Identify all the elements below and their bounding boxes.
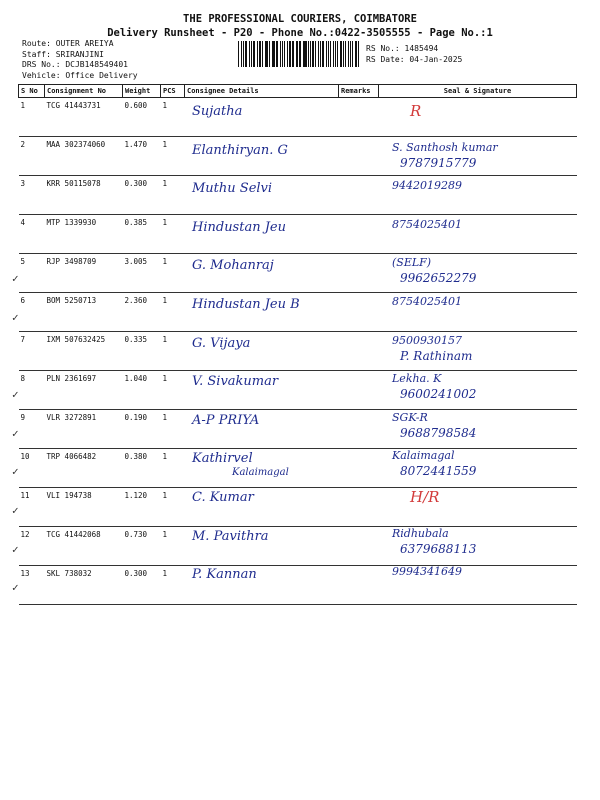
seal-handwriting: 8754025401 (392, 217, 462, 231)
cell-remarks (339, 137, 379, 176)
cell-weight: 0.730 (123, 527, 161, 566)
rs-no: RS No.: 1485494 (366, 44, 439, 53)
cell-seal (379, 98, 577, 137)
table-header (19, 85, 577, 98)
cell-weight: 0.600 (123, 98, 161, 137)
cell-pcs: 1 (161, 332, 185, 371)
cell-sno: 4 (19, 215, 45, 254)
seal-handwriting-2: 9787915779 (400, 155, 477, 170)
runsheet-table (18, 84, 577, 605)
cell-consignment: TCG 41442068 (45, 527, 123, 566)
seal-handwriting: H/R (410, 488, 440, 506)
cell-weight: 0.380 (123, 449, 161, 488)
table-row (19, 410, 577, 449)
runsheet-subtitle: Delivery Runsheet - P20 - Phone No.:0422-3505555 - Page No.:1 (107, 27, 493, 39)
runsheet-title: THE PROFESSIONAL COURIERS, COIMBATORE (183, 13, 417, 25)
check-mark-icon: ✓ (12, 465, 19, 479)
seal-handwriting-2: 9688798584 (400, 425, 477, 440)
barcode-image (238, 41, 360, 67)
cell-weight: 1.120 (123, 488, 161, 527)
seal-handwriting-2: 8072441559 (400, 464, 477, 479)
col-sno: S No (19, 85, 45, 98)
cell-consignment: SKL 738032 (45, 566, 123, 605)
seal-handwriting: (SELF) (392, 256, 432, 270)
cell-remarks (339, 254, 379, 293)
cell-weight: 2.360 (123, 293, 161, 332)
route: Route: OUTER AREIYA (22, 39, 114, 48)
drs-no: DRS No.: DCJB148549401 (22, 60, 128, 69)
cell-pcs: 1 (161, 215, 185, 254)
cell-remarks (339, 215, 379, 254)
cell-weight: 1.040 (123, 371, 161, 410)
table-row (19, 449, 577, 488)
check-mark-icon: ✓ (12, 272, 19, 286)
consignee-handwriting: Sujatha (192, 104, 243, 119)
check-mark-icon: ✓ (12, 542, 19, 556)
cell-sno: 5 (19, 254, 45, 293)
check-mark-icon: ✓ (12, 581, 19, 595)
check-mark-icon: ✓ (12, 504, 19, 517)
cell-sno: 12 (19, 527, 45, 566)
staff: Staff: SRIRANJINI (22, 49, 104, 59)
cell-pcs: 1 (161, 98, 185, 137)
consignee-handwriting: M. Pavithra (192, 528, 269, 544)
cell-weight: 0.335 (123, 332, 161, 371)
seal-handwriting: 8754025401 (392, 295, 462, 308)
seal-handwriting: Lekha. K (392, 372, 442, 386)
check-mark-icon: ✓ (12, 388, 19, 402)
cell-consignment: MTP 1339930 (45, 215, 123, 254)
consignee-handwriting-2: Kalaimagal (232, 467, 289, 479)
cell-weight: 1.470 (123, 137, 161, 176)
cell-consignment: KRR 50115078 (45, 176, 123, 215)
col-consignment: Consignment No (45, 85, 123, 98)
cell-pcs: 1 (161, 488, 185, 527)
table-row (19, 98, 577, 137)
cell-remarks (339, 293, 379, 332)
cell-pcs: 1 (161, 527, 185, 566)
cell-weight: 0.300 (123, 176, 161, 215)
cell-sno: 7 (19, 332, 45, 371)
cell-weight: 3.005 (123, 254, 161, 293)
cell-sno: 8 (19, 371, 45, 410)
seal-handwriting: R (410, 102, 422, 120)
seal-handwriting: 9442019289 (392, 179, 462, 193)
cell-remarks (339, 410, 379, 449)
cell-weight: 0.300 (123, 566, 161, 605)
cell-sno: 9 (19, 410, 45, 449)
table-row (19, 176, 577, 215)
cell-pcs: 1 (161, 449, 185, 488)
cell-remarks (339, 371, 379, 410)
col-weight: Weight (123, 85, 161, 98)
consignee-handwriting: Hindustan Jeu B (192, 297, 300, 312)
cell-sno: 2 (19, 137, 45, 176)
consignee-handwriting: Hindustan Jeu (192, 219, 286, 235)
consignee-handwriting: V. Sivakumar (192, 374, 279, 390)
cell-consignment: VLI 194738 (45, 488, 123, 527)
consignee-handwriting: G. Mohanraj (192, 258, 274, 274)
table-row (19, 566, 577, 605)
cell-pcs: 1 (161, 293, 185, 332)
cell-consignment: VLR 3272891 (45, 410, 123, 449)
seal-handwriting-2: 9962652279 (400, 271, 477, 286)
meta-left (22, 39, 138, 81)
cell-weight: 0.385 (123, 215, 161, 254)
table-row (19, 488, 577, 527)
consignee-handwriting: A-P PRIYA (192, 412, 260, 428)
consignee-handwriting: Muthu Selvi (192, 181, 273, 197)
cell-pcs: 1 (161, 566, 185, 605)
cell-consignment: MAA 302374060 (45, 137, 123, 176)
vehicle: Vehicle: Office Delivery (22, 70, 138, 80)
cell-remarks (339, 176, 379, 215)
cell-consignment: TCG 41443731 (45, 98, 123, 137)
table-row (19, 215, 577, 254)
seal-handwriting: Ridhubala (392, 526, 449, 540)
cell-consignment: RJP 3498709 (45, 254, 123, 293)
cell-sno: 13 (19, 566, 45, 605)
cell-sno: 11 (19, 488, 45, 527)
seal-handwriting: S. Santhosh kumar (392, 140, 498, 154)
col-consignee: Consignee Details (185, 85, 339, 98)
cell-consignment: TRP 4066482 (45, 449, 123, 488)
rs-date: RS Date: 04-Jan-2025 (366, 54, 463, 64)
seal-handwriting: 9500930157 (392, 333, 462, 347)
cell-pcs: 1 (161, 371, 185, 410)
cell-pcs: 1 (161, 176, 185, 215)
cell-consignment: PLN 2361697 (45, 371, 123, 410)
consignee-handwriting: Elanthiryan. G (192, 142, 288, 158)
col-pcs: PCS (161, 85, 185, 98)
cell-remarks (339, 98, 379, 137)
table-row (19, 332, 577, 371)
cell-consignment: BOM 5250713 (45, 293, 123, 332)
table-row (19, 527, 577, 566)
meta-right (366, 44, 462, 65)
cell-remarks (339, 527, 379, 566)
check-mark-icon: ✓ (12, 311, 19, 324)
seal-handwriting: SGK-R (392, 410, 428, 424)
cell-remarks (339, 449, 379, 488)
cell-consignment: IXM 507632425 (45, 332, 123, 371)
seal-handwriting: Kalaimagal (392, 449, 455, 463)
cell-pcs: 1 (161, 137, 185, 176)
cell-remarks (339, 488, 379, 527)
table-row (19, 254, 577, 293)
consignee-handwriting: P. Kannan (192, 567, 257, 583)
consignee-handwriting: G. Vijaya (192, 335, 251, 351)
cell-pcs: 1 (161, 254, 185, 293)
col-seal: Seal & Signature (379, 85, 577, 98)
cell-remarks (339, 332, 379, 371)
check-mark-icon: ✓ (12, 426, 19, 440)
cell-pcs: 1 (161, 410, 185, 449)
seal-handwriting-2: 6379688113 (400, 541, 477, 556)
seal-handwriting-2: 9600241002 (400, 387, 477, 402)
cell-sno: 6 (19, 293, 45, 332)
cell-seal (379, 488, 577, 527)
cell-sno: 1 (19, 98, 45, 137)
cell-remarks (339, 566, 379, 605)
cell-sno: 3 (19, 176, 45, 215)
consignee-handwriting: Kathirvel (192, 451, 253, 467)
table-row (19, 371, 577, 410)
seal-handwriting-2: P. Rathinam (400, 348, 473, 363)
seal-handwriting: 9994341649 (392, 565, 462, 579)
cell-weight: 0.190 (123, 410, 161, 449)
cell-sno: 10 (19, 449, 45, 488)
consignee-handwriting: C. Kumar (192, 490, 254, 505)
col-remarks: Remarks (339, 85, 379, 98)
